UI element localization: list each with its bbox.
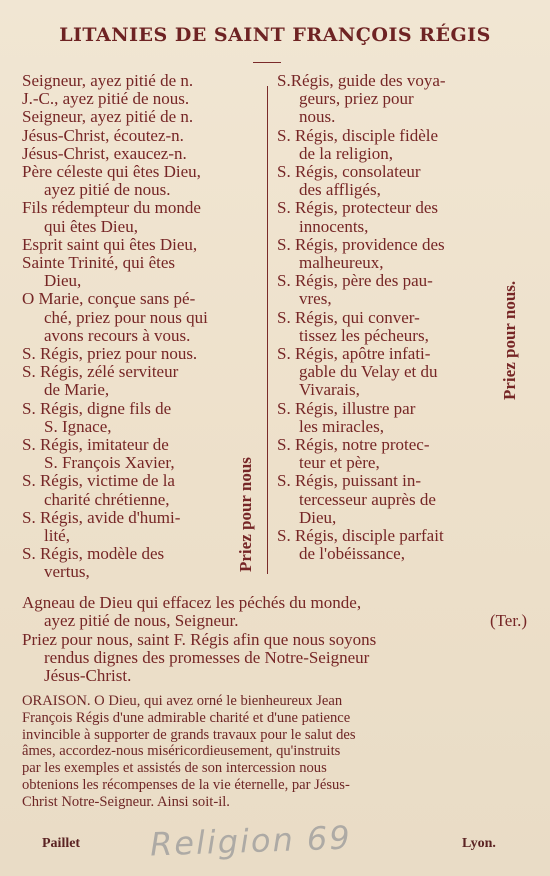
litany-line: S. Régis, imitateur de: [22, 435, 169, 455]
right-litany-column: [277, 72, 530, 563]
litany-line: Jésus-Christ, exaucez-n.: [22, 143, 187, 163]
litany-line: Dieu,: [44, 271, 82, 291]
oraison-line: obtenions les récompenses de la vie éternelle, par Jésus-: [22, 776, 350, 793]
handwritten-annotation: Religion 69: [149, 818, 353, 864]
litany-line: ché, priez pour nous qui: [44, 307, 208, 327]
ter-label: (Ter.): [489, 611, 527, 630]
litany-line: Dieu,: [299, 507, 337, 527]
divider-ornament: [253, 62, 281, 63]
litany-line: gable du Velay et du: [299, 362, 438, 382]
litany-line: vertus,: [44, 562, 90, 582]
litany-line: S. Régis, père des pau-: [277, 271, 433, 291]
litany-line: Père céleste qui êtes Dieu,: [22, 162, 201, 182]
litany-line: S. Régis, protecteur des: [277, 198, 438, 218]
litany-line: Seigneur, ayez pitié de n.: [22, 107, 194, 127]
priez-line-1: Priez pour nous, saint F. Régis afin que nous soyons: [22, 630, 377, 649]
litany-line: S. Régis, disciple parfait: [277, 526, 444, 546]
litany-line: tissez les pécheurs,: [299, 325, 429, 345]
litany-line: Esprit saint qui êtes Dieu,: [22, 234, 198, 254]
litany-line: lité,: [44, 526, 70, 546]
litany-line: S.Régis, guide des voya-: [277, 71, 446, 90]
litany-line: innocents,: [299, 216, 369, 236]
litany-line: O Marie, conçue sans pé-: [22, 289, 196, 309]
litany-line: teur et père,: [299, 453, 380, 473]
litany-line: Fils rédempteur du monde: [22, 198, 201, 218]
litany-line: S. Régis, notre protec-: [277, 435, 430, 455]
litany-line: S. Régis, apôtre infati-: [277, 344, 431, 364]
litany-line: de Marie,: [44, 380, 110, 400]
litany-line: S. Régis, providence des: [277, 234, 445, 254]
litany-line: S. Régis, priez pour nous.: [22, 344, 198, 364]
litany-line: S. Régis, avide d'humi-: [22, 507, 181, 527]
litany-line: des affligés,: [299, 180, 381, 200]
litany-line: J.-C., ayez pitié de nous.: [22, 89, 190, 109]
litany-line: Vivarais,: [299, 380, 360, 400]
litany-line: S. Régis, illustre par: [277, 398, 416, 418]
oraison-paragraph: [22, 693, 527, 811]
priez-pour-nous-left: Priez pour nous: [236, 457, 255, 572]
agneau-line-2-wrap: [22, 612, 527, 630]
litany-line: malheureux,: [299, 253, 384, 273]
litany-line: Jésus-Christ, écoutez-n.: [22, 125, 184, 145]
agneau-line-2: ayez pitié de nous, Seigneur.: [44, 611, 239, 630]
oraison-line: âmes, accordez-nous miséricordieusement, qu'instruits: [22, 743, 341, 760]
oraison-line: invincible à supporter de grands travaux pour le salut des: [22, 726, 356, 743]
litany-line: S. Ignace,: [44, 416, 112, 436]
litany-line: les miracles,: [299, 416, 384, 436]
litany-line: qui êtes Dieu,: [44, 216, 138, 236]
litany-line: avons recours à vous.: [44, 325, 191, 345]
litany-line: de l'obéissance,: [299, 544, 405, 564]
litany-line: S. Régis, puissant in-: [277, 471, 422, 491]
column-divider: [267, 86, 268, 574]
priez-line-2: rendus dignes des promesses de Notre-Seigneur: [44, 648, 370, 667]
litany-line: S. Régis, zélé serviteur: [22, 362, 179, 382]
litany-line: S. Régis, modèle des: [22, 544, 165, 564]
oraison-line: Christ Notre-Seigneur. Ainsi soit-il.: [22, 793, 230, 810]
litany-line: S. François Xavier,: [44, 453, 175, 473]
agneau-line-1: Agneau de Dieu qui effacez les péchés du monde,: [22, 593, 362, 612]
left-litany-column: [22, 72, 262, 582]
card-title: LITANIES DE SAINT FRANÇOIS RÉGIS: [59, 24, 491, 46]
priez-line-3: Jésus-Christ.: [44, 666, 132, 685]
litany-line: nous.: [299, 107, 336, 127]
oraison-line: ORAISON. O Dieu, qui avez orné le bienheureux Jean: [22, 693, 343, 709]
litany-line: charité chrétienne,: [44, 489, 170, 509]
litany-line: S. Régis, consolateur: [277, 162, 421, 182]
oraison-line: par les exemples et assistés de son intercession nous: [22, 760, 327, 777]
litany-line: vres,: [299, 289, 332, 309]
litany-line: Seigneur, ayez pitié de n.: [22, 71, 194, 90]
litany-line: geurs, priez pour: [299, 89, 414, 109]
litany-line: de la religion,: [299, 143, 393, 163]
litany-line: S. Régis, victime de la: [22, 471, 175, 491]
litany-line: Sainte Trinité, qui êtes: [22, 253, 175, 273]
publisher-city: Lyon.: [462, 836, 496, 851]
litany-line: tercesseur auprès de: [299, 489, 436, 509]
oraison-line: François Régis d'une admirable charité et d'une patience: [22, 709, 351, 726]
publisher-name: Paillet: [42, 836, 81, 851]
litany-line: S. Régis, qui conver-: [277, 307, 420, 327]
priez-pour-nous-right: Priez pour nous.: [500, 280, 519, 400]
litany-line: S. Régis, disciple fidèle: [277, 125, 439, 145]
litany-line: S. Régis, digne fils de: [22, 398, 172, 418]
litany-line: ayez pitié de nous.: [44, 180, 171, 200]
